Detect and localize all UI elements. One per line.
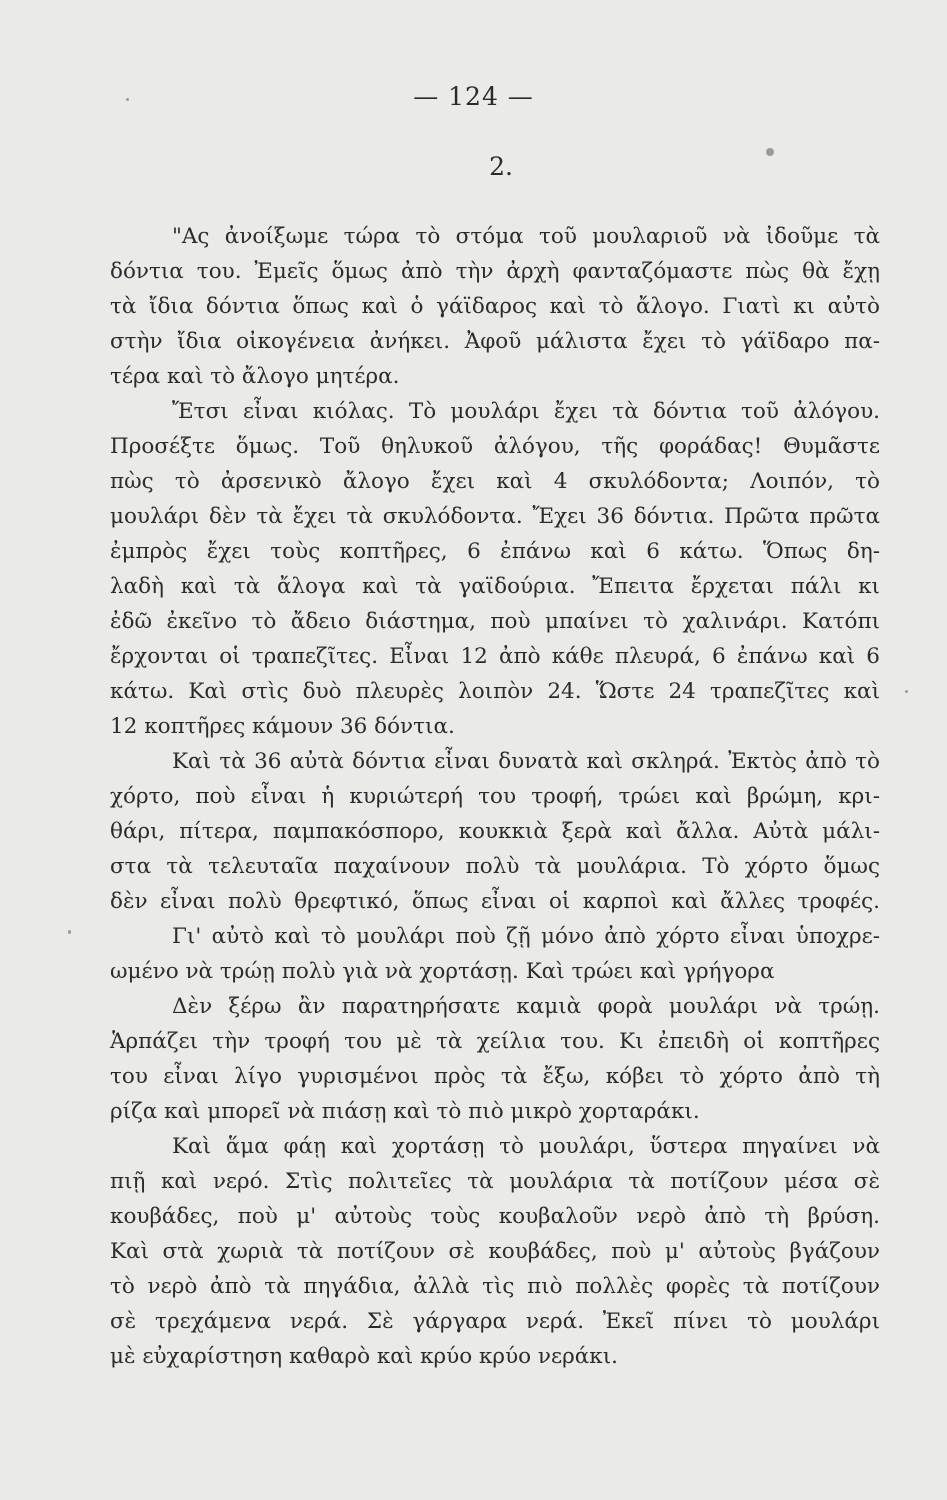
text-line: μουλάρι δὲν τὰ ἔχει τὰ σκυλόδοντα. Ἔχει 36 δόντια. Πρῶτα πρῶτα <box>110 504 880 529</box>
text-line: χόρτο, ποὺ εἶναι ἡ κυριώτερή του τροφή, τρώει καὶ βρώμη, κρι- <box>110 784 880 809</box>
text-line: μὲ εὐχαρίστηση καθαρὸ καὶ κρύο κρύο νεράκι. <box>110 1344 618 1369</box>
text-line: κάτω. Καὶ στὶς δυὸ πλευρὲς λοιπὸν 24. Ὥστε 24 τραπεζῖτες καὶ <box>110 679 880 704</box>
paper-speck <box>905 690 908 693</box>
text-line: Καὶ στὰ χωριὰ τὰ ποτίζουν σὲ κουβάδες, ποὺ μ' αὐτοὺς βγάζουν <box>110 1239 880 1264</box>
text-line: σὲ τρεχάμενα νερά. Σὲ γάργαρα νερά. Ἐκεῖ πίνει τὸ μουλάρι <box>110 1309 880 1334</box>
text-line: πὼς τὸ ἀρσενικὸ ἄλογο ἔχει καὶ 4 σκυλόδοντα; Λοιπόν, τὸ <box>110 469 880 494</box>
text-line: του εἶναι λίγο γυρισμένοι πρὸς τὰ ἔξω, κόβει τὸ χόρτο ἀπὸ τὴ <box>110 1064 880 1089</box>
text-line: Δὲν ξέρω ἂν παρατηρήσατε καμιὰ φορὰ μουλάρι νὰ τρώῃ. <box>172 994 880 1019</box>
section-number: 2. <box>489 152 513 181</box>
text-line: Ἁρπάζει τὴν τροφή του μὲ τὰ χείλια του. Κι ἐπειδὴ οἱ κοπτῆρες <box>110 1029 880 1054</box>
text-line: ωμένο νὰ τρώῃ πολὺ γιὰ νὰ χορτάσῃ. Καὶ τρώει καὶ γρήγορα <box>110 959 775 984</box>
text-line: Γι' αὐτὸ καὶ τὸ μουλάρι ποὺ ζῇ μόνο ἀπὸ χόρτο εἶναι ὑποχρε- <box>172 924 880 949</box>
text-line: στα τὰ τελευταῖα παχαίνουν πολὺ τὰ μουλάρια. Τὸ χόρτο ὅμως <box>110 854 880 879</box>
text-line: Ἔτσι εἶναι κιόλας. Τὸ μουλάρι ἔχει τὰ δόντια τοῦ ἀλόγου. <box>172 399 880 424</box>
text-line: δὲν εἶναι πολὺ θρεφτικό, ὅπως εἶναι οἱ καρποὶ καὶ ἄλλες τροφές. <box>110 889 880 914</box>
text-line: "Ας ἀνοίξωμε τώρα τὸ στόμα τοῦ μουλαριοῦ νὰ ἰδοῦμε τὰ <box>172 224 880 249</box>
text-line: πιῇ καὶ νερό. Στὶς πολιτεῖες τὰ μουλάρια τὰ ποτίζουν μέσα σὲ <box>110 1169 880 1194</box>
text-line: θάρι, πίτερα, παμπακόσπορο, κουκκιὰ ξερὰ καὶ ἄλλα. Αὐτὰ μάλι- <box>110 819 880 844</box>
text-line: Καὶ τὰ 36 αὐτὰ δόντια εἶναι δυνατὰ καὶ σκληρά. Ἐκτὸς ἀπὸ τὸ <box>172 749 880 774</box>
text-line: δόντια του. Ἐμεῖς ὅμως ἀπὸ τὴν ἀρχὴ φανταζόμαστε πὼς θὰ ἔχῃ <box>110 259 880 284</box>
text-line: ἔρχονται οἱ τραπεζῖτες. Εἶναι 12 ἀπὸ κάθε πλευρά, 6 ἐπάνω καὶ 6 <box>110 644 880 669</box>
text-line: λαδὴ καὶ τὰ ἄλογα καὶ τὰ γαϊδούρια. Ἔπειτα ἔρχεται πάλι κι <box>110 574 880 599</box>
text-line: ἐμπρὸς ἔχει τοὺς κοπτῆρες, 6 ἐπάνω καὶ 6 κάτω. Ὅπως δη- <box>110 539 880 564</box>
text-line: Προσέξτε ὅμως. Τοῦ θηλυκοῦ ἀλόγου, τῆς φοράδας! Θυμᾶστε <box>110 434 880 459</box>
text-line: 12 κοπτῆρες κάμουν 36 δόντια. <box>110 714 455 739</box>
text-line: ρίζα καὶ μπορεῖ νὰ πιάσῃ καὶ τὸ πιὸ μικρὸ χορταράκι. <box>110 1099 700 1124</box>
paper-speck <box>68 930 71 934</box>
text-line: τὸ νερὸ ἀπὸ τὰ πηγάδια, ἀλλὰ τὶς πιὸ πολλὲς φορὲς τὰ ποτίζουν <box>110 1274 880 1299</box>
text-line: στὴν ἴδια οἰκογένεια ἀνήκει. Ἀφοῦ μάλιστα ἔχει τὸ γάϊδαρο πα- <box>110 329 880 354</box>
text-line: τὰ ἴδια δόντια ὅπως καὶ ὁ γάϊδαρος καὶ τὸ ἄλογο. Γιατὶ κι αὐτὸ <box>110 294 880 319</box>
page-number: — 124 — <box>413 82 534 111</box>
text-line: Καὶ ἅμα φάῃ καὶ χορτάσῃ τὸ μουλάρι, ὕστερα πηγαίνει νὰ <box>172 1134 880 1159</box>
text-line: ἐδῶ ἐκεῖνο τὸ ἄδειο διάστημα, ποὺ μπαίνει τὸ χαλινάρι. Κατόπι <box>110 609 880 634</box>
text-line: κουβάδες, ποὺ μ' αὐτοὺς τοὺς κουβαλοῦν νερὸ ἀπὸ τὴ βρύση. <box>110 1204 880 1229</box>
text-line: τέρα καὶ τὸ ἄλογο μητέρα. <box>110 364 400 389</box>
